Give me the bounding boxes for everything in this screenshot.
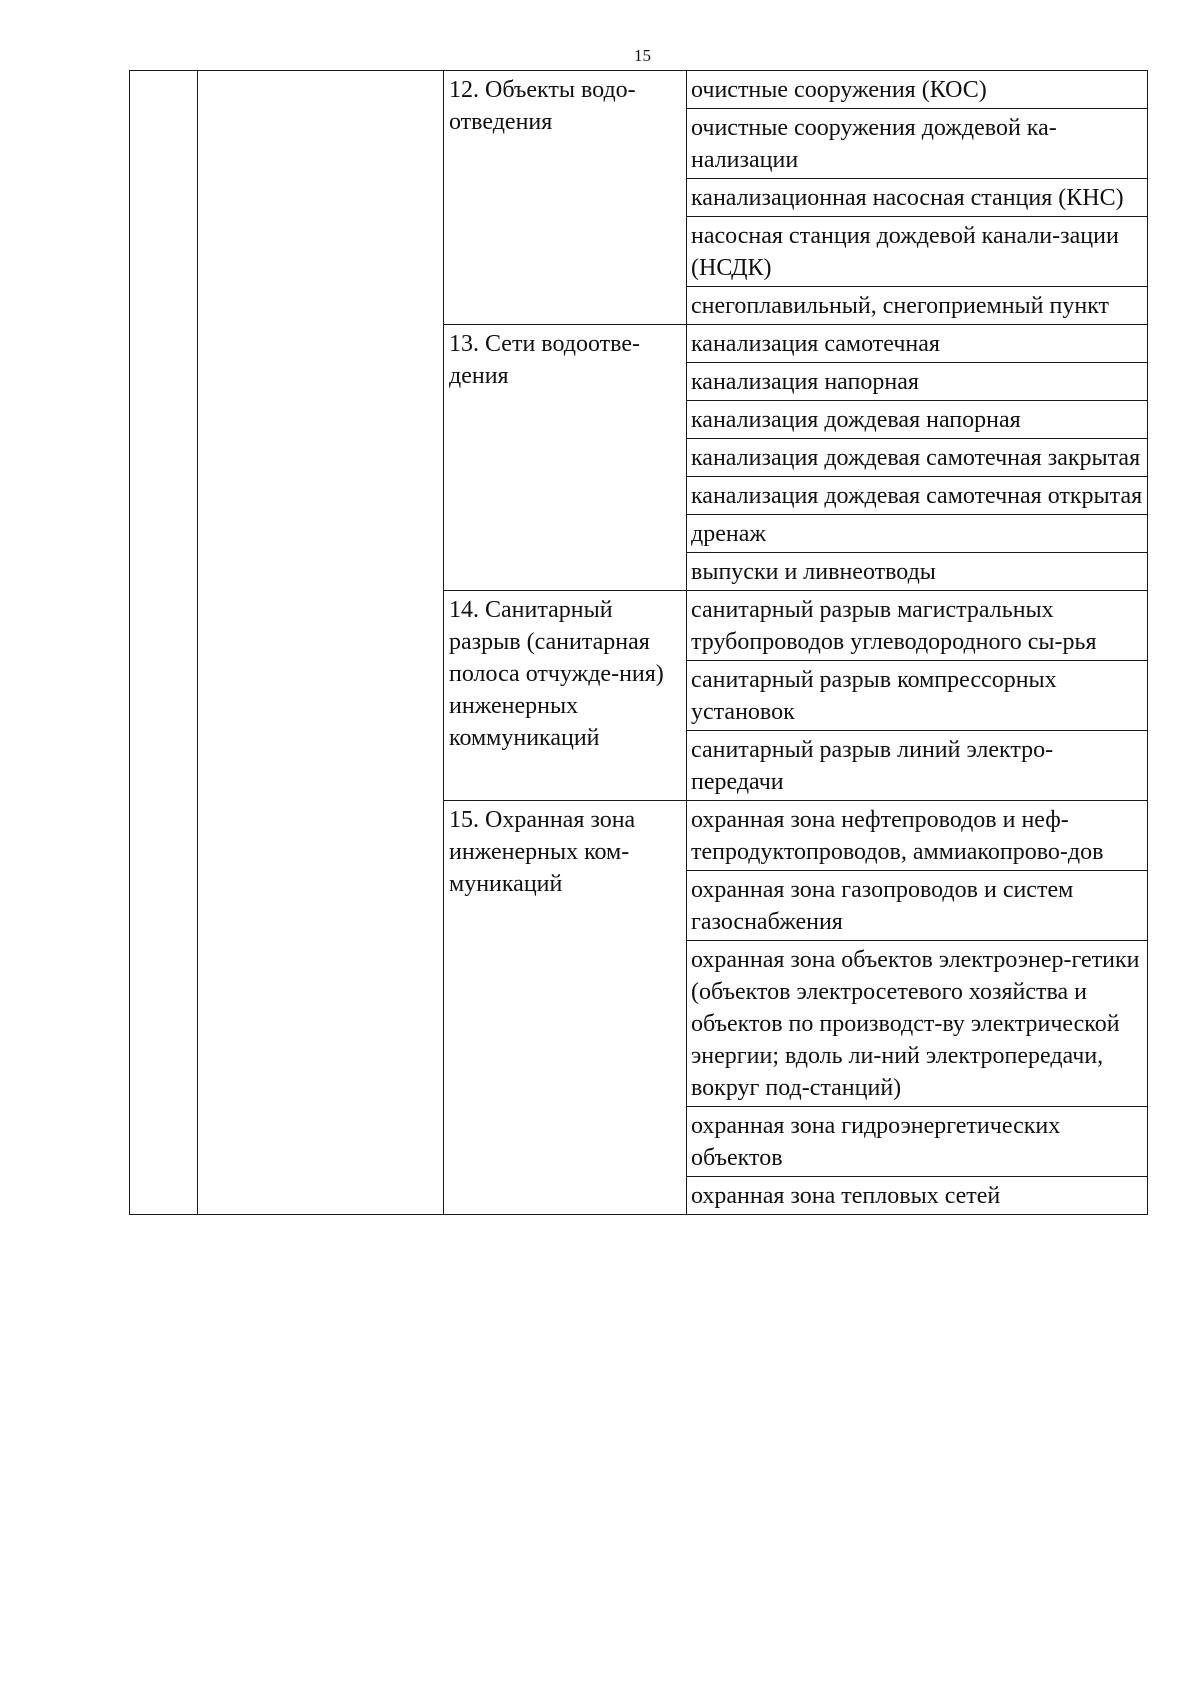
blank-column-1 bbox=[130, 71, 198, 1215]
item-cell: канализация дождевая самотечная закрытая bbox=[687, 439, 1148, 477]
item-cell: охранная зона тепловых сетей bbox=[687, 1177, 1148, 1215]
item-cell: канализация дождевая напорная bbox=[687, 401, 1148, 439]
table-row bbox=[130, 71, 1148, 109]
group-title: 12. Объекты водо-отведения bbox=[444, 71, 687, 325]
item-cell: очистные сооружения (КОС) bbox=[687, 71, 1148, 109]
group-title: 15. Охранная зона инженерных ком-муникаций bbox=[444, 801, 687, 1215]
item-cell: охранная зона гидроэнергетических объектов bbox=[687, 1107, 1148, 1177]
item-cell: канализация дождевая самотечная открытая bbox=[687, 477, 1148, 515]
item-cell: дренаж bbox=[687, 515, 1148, 553]
page-number: 15 bbox=[634, 46, 651, 65]
group-title: 13. Сети водоотве-дения bbox=[444, 325, 687, 591]
item-cell: охранная зона объектов электроэнер-гетики (объектов электросетевого хозяйства и объектов по производст-ву электрической энергии; вдоль ли-ний электропередачи, вокруг под-станций) bbox=[687, 941, 1148, 1107]
blank-column-2 bbox=[198, 71, 444, 1215]
item-cell: санитарный разрыв магистральных трубопроводов углеводородного сы-рья bbox=[687, 591, 1148, 661]
group-title: 14. Санитарный разрыв (санитарная полоса отчужде-ния) инженерных коммуникаций bbox=[444, 591, 687, 801]
item-cell: охранная зона нефтепроводов и неф-тепродуктопроводов, аммиакопрово-дов bbox=[687, 801, 1148, 871]
item-cell: охранная зона газопроводов и систем газоснабжения bbox=[687, 871, 1148, 941]
item-cell: очистные сооружения дождевой ка-нализации bbox=[687, 109, 1148, 179]
item-cell: канализационная насосная станция (КНС) bbox=[687, 179, 1148, 217]
item-cell: канализация напорная bbox=[687, 363, 1148, 401]
item-cell: канализация самотечная bbox=[687, 325, 1148, 363]
item-cell: снегоплавильный, снегоприемный пункт bbox=[687, 287, 1148, 325]
item-cell: санитарный разрыв линий электро-передачи bbox=[687, 731, 1148, 801]
item-cell: выпуски и ливнеотводы bbox=[687, 553, 1148, 591]
classification-table bbox=[129, 70, 1148, 1215]
item-cell: санитарный разрыв компрессорных установок bbox=[687, 661, 1148, 731]
item-cell: насосная станция дождевой канали-зации (НСДК) bbox=[687, 217, 1148, 287]
